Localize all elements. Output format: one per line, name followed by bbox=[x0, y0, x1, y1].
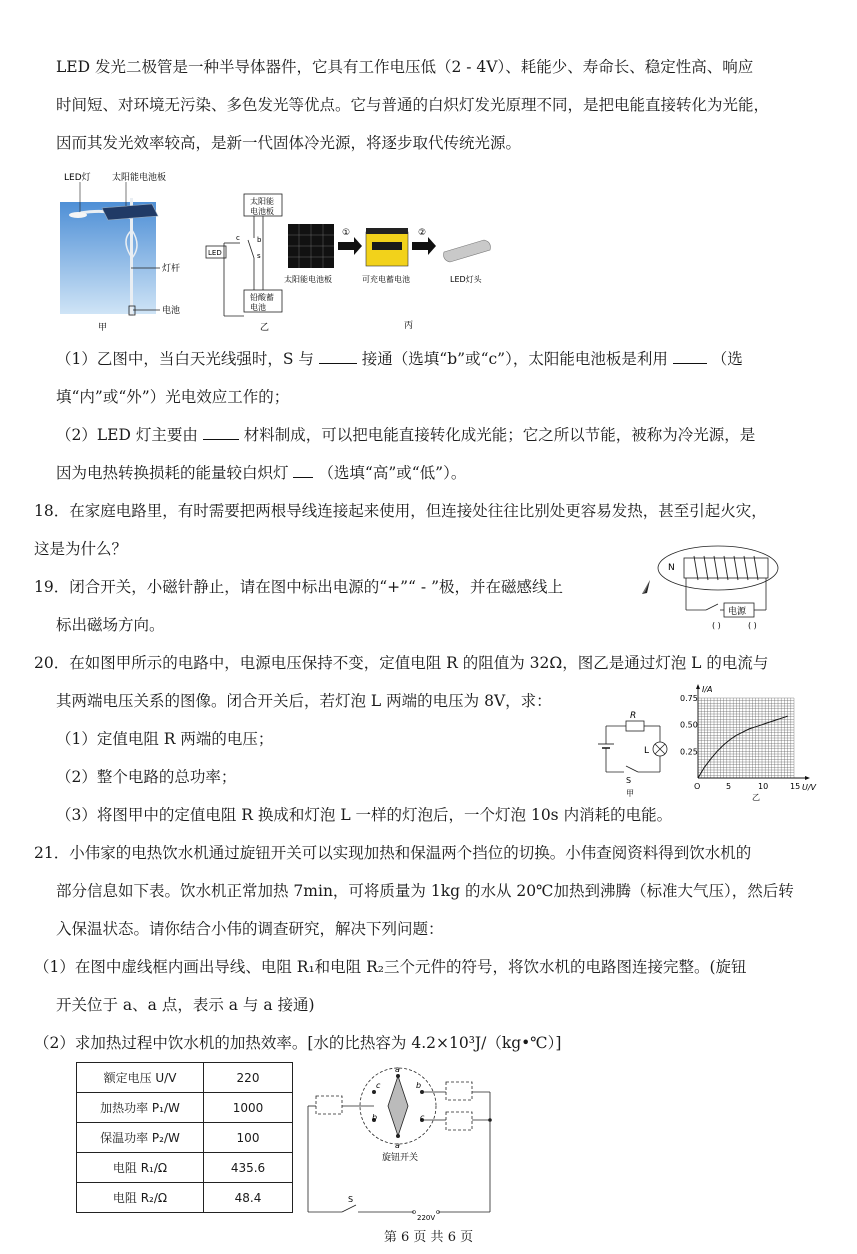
table-key: 保温功率 P₂/W bbox=[77, 1123, 204, 1153]
x-axis-arrow bbox=[805, 776, 810, 780]
q20-r-label: R bbox=[630, 711, 637, 721]
yi-b-label: b bbox=[257, 236, 262, 244]
q19-solenoid-figure bbox=[620, 540, 790, 632]
q19-pole-blank-1[interactable]: ( ) bbox=[712, 621, 721, 630]
q21-circuit-figure bbox=[302, 1062, 502, 1224]
q17-p1-text-c: （选 bbox=[711, 350, 743, 368]
knob-b-left: b bbox=[372, 1113, 378, 1122]
page-footer: 第 6 页 共 6 页 bbox=[383, 1230, 474, 1245]
q19-n-label: N bbox=[668, 563, 675, 573]
q18-line-2: 这是为什么？ bbox=[34, 540, 128, 558]
y-tick-label: 0.75 bbox=[680, 694, 698, 703]
q17-part1-line2: 填“内”或“外”）光电效应工作的； bbox=[56, 388, 290, 406]
q21-voltage-label: 220V bbox=[417, 1214, 436, 1222]
table-key: 电阻 R₁/Ω bbox=[77, 1153, 204, 1183]
yi-battery-label-2: 电池 bbox=[250, 303, 266, 312]
x-tick-label: O bbox=[694, 782, 701, 791]
table-value: 435.6 bbox=[204, 1153, 293, 1183]
knob-c-right: c bbox=[420, 1113, 425, 1122]
q19-source-label: 电源 bbox=[728, 607, 747, 617]
q19-pole-blank-2[interactable]: ( ) bbox=[748, 621, 757, 630]
y-axis-arrow bbox=[696, 684, 700, 689]
q20-l-label: L bbox=[644, 746, 650, 756]
table-row bbox=[77, 1153, 293, 1183]
table-value: 1000 bbox=[204, 1093, 293, 1123]
table-row bbox=[77, 1183, 293, 1213]
bing-led-head-label: LED灯头 bbox=[450, 275, 482, 284]
y-tick-label: 0.25 bbox=[680, 747, 698, 757]
q17-blank-1[interactable] bbox=[319, 349, 357, 364]
jia-led-label: LED灯 bbox=[64, 173, 91, 183]
knob-b-right: b bbox=[416, 1081, 422, 1090]
yi-s-label: s bbox=[257, 252, 261, 260]
jia-battery-label: 电池 bbox=[162, 306, 181, 316]
q21-spec-table bbox=[76, 1062, 293, 1213]
dashed-box-lower-right[interactable] bbox=[446, 1112, 472, 1130]
q17-part1-line1 bbox=[56, 348, 743, 370]
q20-caption-jia: 甲 bbox=[626, 789, 634, 798]
q17-p2-text-c: 因为电热转换损耗的能量较白炽灯 bbox=[56, 464, 289, 482]
intro-line-2: 时间短、对环境无污染、多色发光等优点。它与普通的白炽灯发光原理不同，是把电能直接转化为光能， bbox=[56, 96, 770, 114]
q17-blank-4[interactable] bbox=[293, 463, 313, 478]
intro-line-3: 因而其发光效率较高，是新一代固体冷光源，将逐步取代传统光源。 bbox=[56, 134, 522, 152]
y-axis-label: I/A bbox=[702, 685, 713, 694]
q17-blank-2[interactable] bbox=[673, 349, 707, 364]
q17-blank-3[interactable] bbox=[203, 425, 239, 440]
knob-c-left: c bbox=[376, 1081, 381, 1090]
q17-p1-text-a: （1）乙图中，当白天光线强时，S 与 bbox=[56, 350, 314, 368]
yi-c-label: c bbox=[236, 234, 240, 242]
q17-p2-text-b: 材料制成，可以把电能直接转化成光能；它之所以节能，被称为冷光源，是 bbox=[243, 426, 756, 444]
jia-panel-label: 太阳能电池板 bbox=[112, 173, 167, 183]
q21-switch[interactable] bbox=[342, 1205, 356, 1212]
q21-line-5: 开关位于 a、a 点，表示 a 与 a 接通) bbox=[56, 996, 315, 1014]
table-row bbox=[77, 1093, 293, 1123]
iv-chart bbox=[680, 684, 820, 802]
q20-sub-3: （3）将图甲中的定值电阻 R 换成和灯泡 L 一样的灯泡后，一个灯泡 10s 内消耗的电能。 bbox=[56, 806, 673, 824]
bing-caption: 丙 bbox=[404, 321, 414, 331]
q21-line-2: 部分信息如下表。饮水机正常加热 7min，可将质量为 1kg 的水从 20℃加热到沸腾（标准大气压），然后转 bbox=[56, 882, 794, 900]
q19-line-1: 19．闭合开关，小磁针静止，请在图中标出电源的“+”“ - ”极，并在磁感线上 bbox=[34, 578, 564, 596]
q20-s-label: S bbox=[626, 776, 632, 785]
q21-line-4: （1）在图中虚线框内画出导线、电阻 R₁和电阻 R₂三个元件的符号，将饮水机的电路图连接完整。(旋钮 bbox=[34, 958, 747, 976]
yi-panel-label-2: 电池板 bbox=[250, 207, 274, 216]
dashed-box-left[interactable] bbox=[316, 1096, 342, 1114]
table-key: 额定电压 U/V bbox=[77, 1063, 204, 1093]
x-tick-label: 15 bbox=[790, 782, 801, 791]
bing-step-1: ① bbox=[342, 228, 351, 238]
jia-caption: 甲 bbox=[98, 323, 108, 333]
table-row bbox=[77, 1123, 293, 1153]
chart-caption: 乙 bbox=[752, 793, 760, 802]
q21-s-label: S bbox=[348, 1195, 354, 1204]
yi-led-label: LED bbox=[208, 249, 222, 257]
table-key: 加热功率 P₁/W bbox=[77, 1093, 204, 1123]
q20-sub-1: （1）定值电阻 R 两端的电压； bbox=[56, 730, 274, 748]
knob-a-top: a bbox=[395, 1065, 400, 1074]
yi-panel-label-1: 太阳能 bbox=[250, 197, 274, 206]
q17-part2-line2 bbox=[56, 462, 466, 484]
yi-caption: 乙 bbox=[260, 323, 270, 333]
x-tick-label: 10 bbox=[758, 782, 769, 791]
q17-p2-text-a: （2）LED 灯主要由 bbox=[56, 426, 198, 444]
q20-line-1: 20．在如图甲所示的电路中，电源电压保持不变，定值电阻 R 的阻值为 32Ω，图乙是通过灯泡 L 的电流与 bbox=[34, 654, 769, 672]
y-tick-label: 0.50 bbox=[680, 720, 698, 730]
table-key: 电阻 R₂/Ω bbox=[77, 1183, 204, 1213]
table-row bbox=[77, 1063, 293, 1093]
q17-p1-text-b: 接通（选填“b”或“c”），太阳能电池板是利用 bbox=[361, 350, 668, 368]
q20-circuit-jia bbox=[596, 708, 680, 802]
dashed-box-upper-right[interactable] bbox=[446, 1082, 472, 1100]
bing-battery-label: 可充电蓄电池 bbox=[362, 275, 410, 284]
knob-a-bottom: a bbox=[395, 1141, 400, 1150]
bing-panel-label: 太阳能电池板 bbox=[284, 275, 332, 284]
x-tick-label: 5 bbox=[726, 782, 732, 791]
jia-pole-label: 灯杆 bbox=[162, 264, 181, 274]
figure-bing-energy-flow bbox=[284, 222, 524, 333]
bing-step-2: ② bbox=[418, 228, 427, 238]
q18-line-1: 18．在家庭电路里，有时需要把两根导线连接起来使用，但连接处往往比别处更容易发热，甚至引起火灾， bbox=[34, 502, 767, 520]
q17-p2-text-d: （选填“高”或“低”）。 bbox=[318, 464, 467, 482]
q21-line-3: 入保温状态。请你结合小伟的调查研究，解决下列问题： bbox=[56, 920, 444, 938]
q19-line-2: 标出磁场方向。 bbox=[56, 616, 165, 634]
yi-battery-label-1: 铅酸蓄 bbox=[250, 293, 274, 302]
q21-line-1: 21．小伟家的电热饮水机通过旋钮开关可以实现加热和保温两个挡位的切换。小伟查阅资料得到饮水机的 bbox=[34, 844, 752, 862]
table-value: 220 bbox=[204, 1063, 293, 1093]
q20-line-2: 其两端电压关系的图像。闭合开关后，若灯泡 L 两端的电压为 8V，求： bbox=[56, 692, 552, 710]
knob-label: 旋钮开关 bbox=[382, 1153, 419, 1163]
q19-switch[interactable] bbox=[706, 604, 718, 610]
table-value: 48.4 bbox=[204, 1183, 293, 1213]
table-value: 100 bbox=[204, 1123, 293, 1153]
q21-line-6: （2）求加热过程中饮水机的加热效率。[水的比热容为 4.2×10³J/（kg•℃）] bbox=[34, 1034, 562, 1052]
q20-sub-2: （2）整个电路的总功率； bbox=[56, 768, 237, 786]
intro-line-1: LED 发光二极管是一种半导体器件，它具有工作电压低（2 - 4V）、耗能少、寿命长、稳定性高、响应 bbox=[56, 58, 754, 76]
figure-yi-circuit bbox=[204, 188, 288, 333]
x-axis-label: U/V bbox=[802, 783, 817, 792]
q17-part2-line1 bbox=[56, 424, 755, 446]
figure-jia-street-lamp bbox=[60, 168, 200, 333]
